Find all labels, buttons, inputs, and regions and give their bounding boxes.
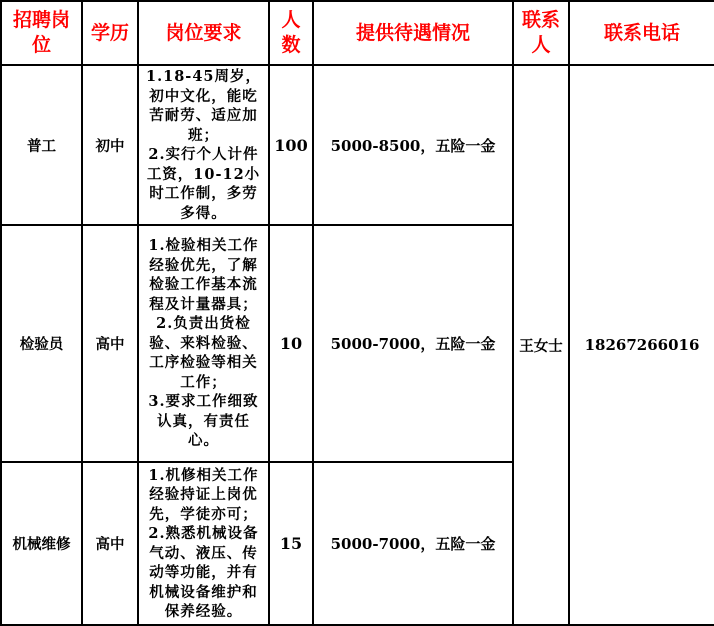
- position-cell: 机械维修: [1, 462, 82, 625]
- header-contact-person: 联系人: [513, 1, 569, 65]
- requirement-item: 2.熟悉机械设备气动、液压、传动等功能，并有机械设备维护和保养经验。: [148, 525, 259, 620]
- benefits-cell: 5000-7000，五险一金: [313, 225, 513, 462]
- header-benefits: 提供待遇情况: [313, 1, 513, 65]
- education-cell: 高中: [82, 225, 138, 462]
- requirement-item: 1.检验相关工作经验优先，了解检验工作基本流程及计量器具；: [148, 237, 259, 313]
- education-cell: 初中: [82, 65, 138, 225]
- requirements-cell: [138, 462, 269, 625]
- header-row: [1, 1, 714, 65]
- benefits-cell: 5000-8500，五险一金: [313, 65, 513, 225]
- position-cell: 普工: [1, 65, 82, 225]
- position-cell: 检验员: [1, 225, 82, 462]
- requirement-item: 1.机修相关工作经验持证上岗优先，学徒亦可；: [148, 466, 259, 523]
- header-education: 学历: [82, 1, 138, 65]
- education-cell: 高中: [82, 462, 138, 625]
- contact-person-cell: 王女士: [513, 65, 569, 625]
- requirement-item: 2.负责出货检验、来料检验、工序检验等相关工作；: [149, 315, 258, 391]
- benefits-cell: 5000-7000，五险一金: [313, 462, 513, 625]
- headcount-cell: 100: [269, 65, 313, 225]
- requirement-item: 1.18-45周岁，初中文化，能吃苦耐劳、适应加班；: [145, 68, 261, 144]
- contact-phone-cell: 18267266016: [569, 65, 714, 625]
- requirements-cell: [138, 225, 269, 462]
- header-position: 招聘岗位: [1, 1, 82, 65]
- headcount-cell: 10: [269, 225, 313, 462]
- header-contact-phone: 联系电话: [569, 1, 714, 65]
- requirement-item: 2.实行个人计件工资，10-12小时工作制，多劳多得。: [146, 146, 261, 222]
- requirement-item: 3.要求工作细致认真，有责任心。: [148, 393, 259, 450]
- header-requirements: 岗位要求: [138, 1, 269, 65]
- requirements-cell: [138, 65, 269, 225]
- headcount-cell: 15: [269, 462, 313, 625]
- header-headcount: 人数: [269, 1, 313, 65]
- table-row: [1, 65, 714, 225]
